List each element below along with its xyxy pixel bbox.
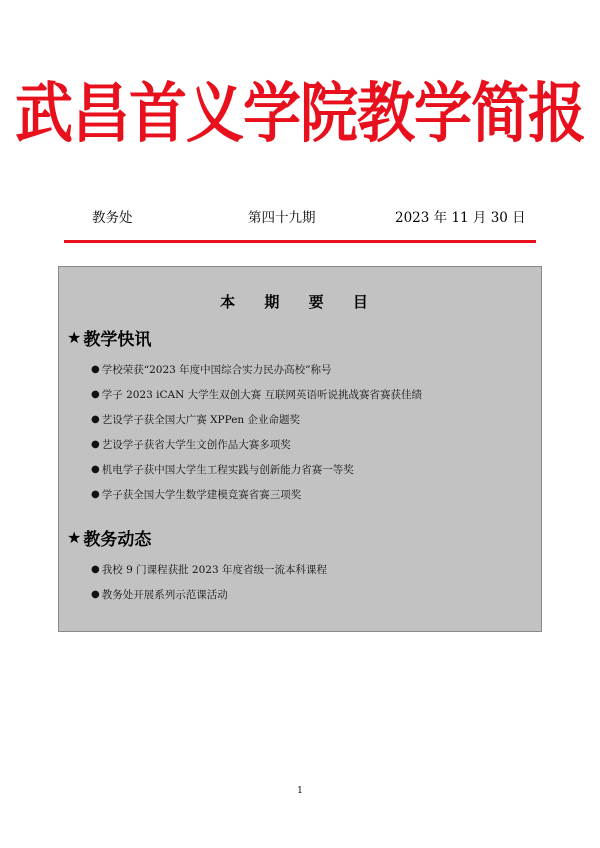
issue-date: 2023 年 11 月 30 日 <box>395 210 526 226</box>
section-heading-academic-affairs <box>67 525 151 550</box>
bullet-icon: ● <box>91 589 100 600</box>
list-item <box>91 562 327 577</box>
list-item-text: 教务处开展系列示范课活动 <box>101 589 228 601</box>
bullet-icon: ● <box>91 564 100 575</box>
issuing-office: 教务处 <box>92 210 133 226</box>
list-item-text: 机电学子获中国大学生工程实践与创新能力省赛一等奖 <box>101 464 354 476</box>
list-item <box>91 412 300 427</box>
list-item <box>91 362 332 377</box>
star-icon: ★ <box>67 328 82 347</box>
issue-number: 第四十九期 <box>248 210 316 226</box>
bullet-icon: ● <box>91 364 100 375</box>
list-item-text: 艺设学子获全国大广赛 XPPen 企业命题奖 <box>101 414 301 426</box>
section-heading-label: 教务动态 <box>83 530 152 550</box>
page-number: 1 <box>297 786 303 796</box>
masthead-title: 武昌首义学院教学简报 <box>14 74 585 152</box>
list-item <box>91 387 422 402</box>
section-heading-label: 教学快讯 <box>83 330 152 350</box>
list-item-text: 我校 9 门课程获批 2023 年度省级一流本科课程 <box>101 564 327 576</box>
section-heading-teaching-news <box>67 325 151 350</box>
list-item-text: 学子获全国大学生数学建模竞赛省赛三项奖 <box>101 489 302 501</box>
list-item <box>91 487 301 502</box>
contents-box <box>58 266 542 632</box>
bullet-icon: ● <box>91 489 100 500</box>
list-item-text: 学子 2023 iCAN 大学生双创大赛 互联网英语听说挑战赛省赛获佳绩 <box>101 389 422 401</box>
bullet-icon: ● <box>91 439 100 450</box>
list-item-text: 艺设学子获省大学生文创作品大赛多项奖 <box>101 439 291 451</box>
contents-title: 本 期 要 目 <box>220 293 380 311</box>
header-divider <box>64 240 536 243</box>
star-icon: ★ <box>67 528 82 547</box>
list-item <box>91 437 291 452</box>
bullet-icon: ● <box>91 414 100 425</box>
bullet-icon: ● <box>91 389 100 400</box>
list-item <box>91 587 228 602</box>
list-item-text: 学校荣获“2023 年度中国综合实力民办高校”称号 <box>101 364 332 376</box>
list-item <box>91 462 354 477</box>
bullet-icon: ● <box>91 464 100 475</box>
